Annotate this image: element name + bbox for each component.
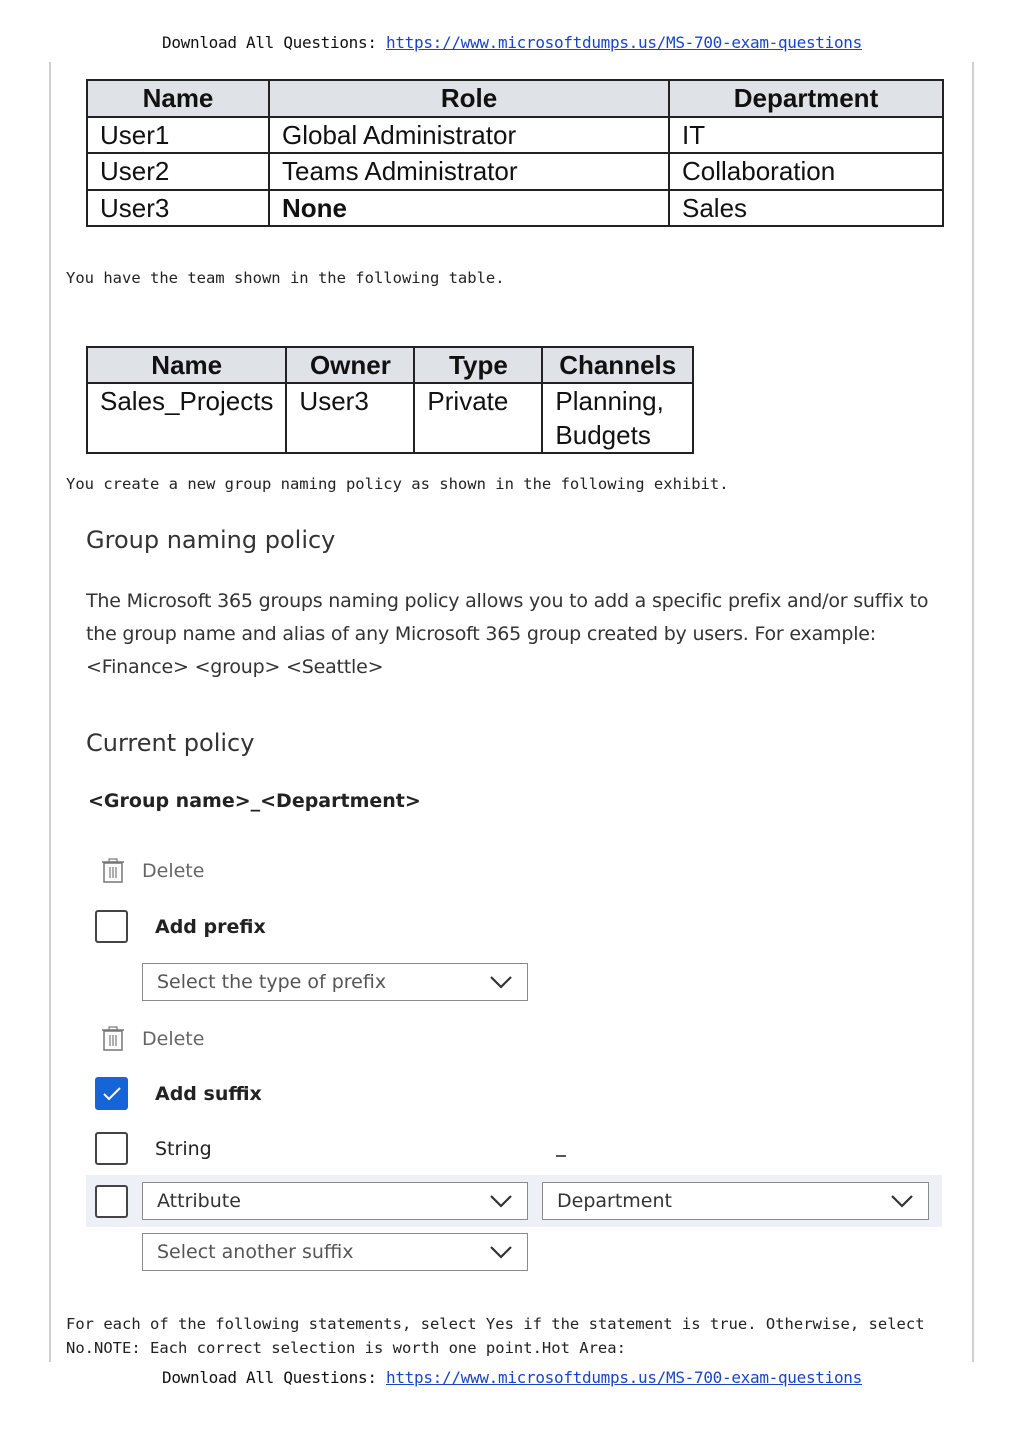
header-name: Name <box>87 80 269 117</box>
string-label: String <box>155 1137 212 1160</box>
suffix-type-select[interactable] <box>142 1182 528 1220</box>
table-row <box>87 153 943 190</box>
string-row <box>95 1132 212 1165</box>
header-channels: Channels <box>542 347 693 383</box>
download-label: Download All Questions: <box>162 1368 386 1387</box>
cell-user-department: Sales <box>669 190 943 227</box>
another-suffix-select[interactable] <box>142 1233 528 1271</box>
prefix-type-placeholder: Select the type of prefix <box>157 971 387 993</box>
trash-icon <box>102 1026 124 1052</box>
header-owner: Owner <box>286 347 414 383</box>
cell-team-name: Sales_Projects <box>87 383 286 453</box>
prefix-type-select[interactable] <box>142 963 528 1001</box>
question-text-statements: For each of the following statements, select Yes if the statement is true. Otherwise, select No.NOTE: Each correct selection is worth one point.Hot Area: <box>66 1315 925 1357</box>
team-table <box>86 346 694 454</box>
table-row <box>87 190 943 227</box>
attribute-select[interactable] <box>542 1182 929 1220</box>
another-suffix-placeholder: Select another suffix <box>157 1241 354 1263</box>
chevron-down-icon <box>489 1194 513 1208</box>
cell-user-role: Global Administrator <box>269 117 669 154</box>
page-border-left <box>49 62 51 1362</box>
download-banner-bottom <box>0 1368 1024 1387</box>
table-row <box>87 383 693 453</box>
table-row <box>87 117 943 154</box>
page-border-right <box>972 62 974 1362</box>
current-policy-heading: Current policy <box>86 729 255 757</box>
table-header-row <box>87 347 693 383</box>
download-link[interactable]: https://www.microsoftdumps.us/MS-700-exam-questions <box>386 1368 862 1387</box>
users-table <box>86 79 944 227</box>
cell-user-name: User3 <box>87 190 269 227</box>
question-text-policy: You create a new group naming policy as shown in the following exhibit. <box>66 475 729 493</box>
download-label: Download All Questions: <box>162 33 386 52</box>
trash-icon <box>102 858 124 884</box>
channel-budgets: Budgets <box>555 420 651 450</box>
header-role: Role <box>269 80 669 117</box>
delete-prefix-button[interactable] <box>102 858 204 884</box>
channel-planning: Planning, <box>555 386 664 416</box>
add-prefix-checkbox[interactable] <box>95 910 128 943</box>
attribute-checkbox[interactable] <box>95 1185 128 1218</box>
table-header-row <box>87 80 943 117</box>
cell-user-role: None <box>269 190 669 227</box>
cell-team-type: Private <box>414 383 542 453</box>
download-banner-top <box>0 33 1024 52</box>
add-prefix-row <box>95 910 266 943</box>
policy-heading: Group naming policy <box>86 526 336 554</box>
cell-user-name: User1 <box>87 117 269 154</box>
checkmark-icon <box>102 1086 122 1102</box>
divider <box>556 1155 566 1157</box>
header-type: Type <box>414 347 542 383</box>
chevron-down-icon <box>890 1194 914 1208</box>
chevron-down-icon <box>489 975 513 989</box>
add-suffix-checkbox[interactable] <box>95 1077 128 1110</box>
download-link[interactable]: https://www.microsoftdumps.us/MS-700-exam-questions <box>386 33 862 52</box>
add-prefix-label: Add prefix <box>155 915 266 938</box>
add-suffix-row <box>95 1077 262 1110</box>
cell-team-owner: User3 <box>286 383 414 453</box>
string-checkbox[interactable] <box>95 1132 128 1165</box>
cell-team-channels <box>542 383 693 453</box>
header-name: Name <box>87 347 286 383</box>
delete-label: Delete <box>142 1028 205 1050</box>
policy-description: The Microsoft 365 groups naming policy allows you to add a specific prefix and/or suffix to the group name and alias of any Microsoft 365 group created by users. For example: <Finance> <group> <Seattle> <box>86 590 929 678</box>
delete-label: Delete <box>142 860 205 882</box>
cell-user-name: User2 <box>87 153 269 190</box>
delete-suffix-button[interactable] <box>102 1026 204 1052</box>
question-text-team: You have the team shown in the following table. <box>66 269 505 287</box>
attribute-value: Department <box>557 1190 672 1212</box>
chevron-down-icon <box>489 1245 513 1259</box>
current-policy-formula: <Group name>_<Department> <box>88 790 421 812</box>
cell-user-department: Collaboration <box>669 153 943 190</box>
cell-user-role: Teams Administrator <box>269 153 669 190</box>
add-suffix-label: Add suffix <box>155 1082 262 1105</box>
header-department: Department <box>669 80 943 117</box>
suffix-type-value: Attribute <box>157 1190 241 1212</box>
cell-user-department: IT <box>669 117 943 154</box>
